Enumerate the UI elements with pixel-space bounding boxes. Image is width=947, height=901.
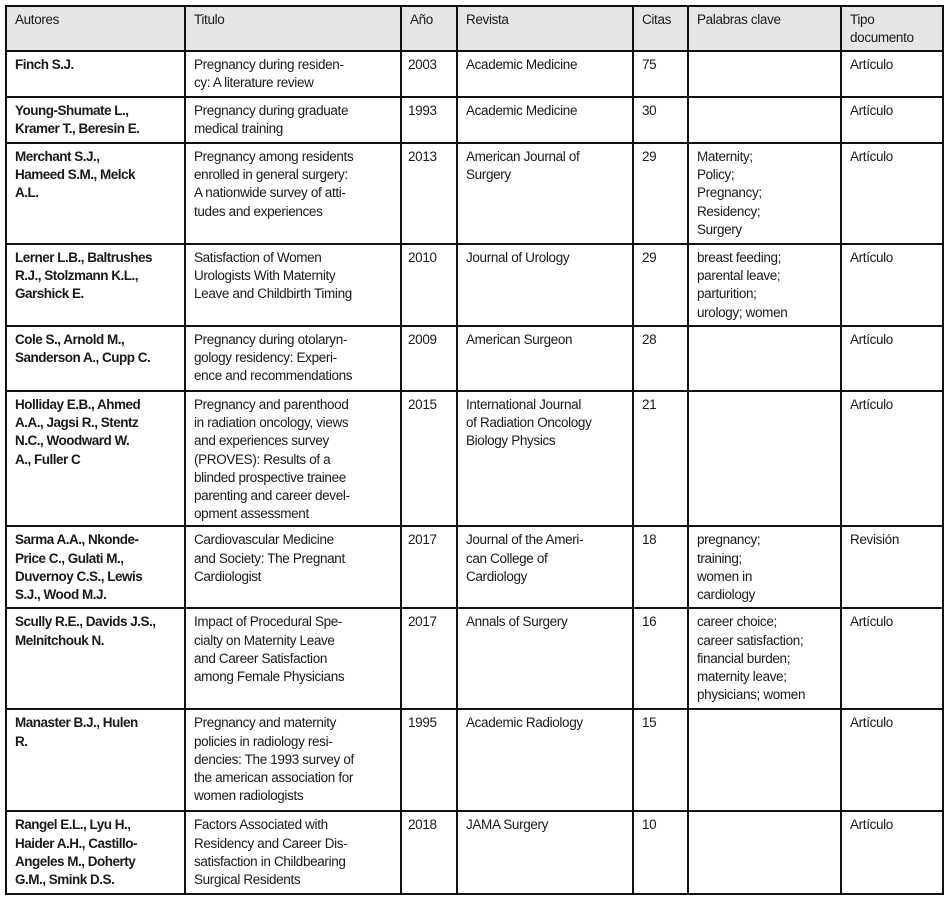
year-cell [401,811,457,894]
journal-line: Journal of the Ameri- [466,532,584,548]
keywords-line: pregnancy; [697,532,761,548]
authors-line: Merchant S.J., [15,149,100,164]
keywords-line: career choice; [697,614,777,630]
title-line: Pregnancy during otolaryn- [194,332,347,347]
title-cell [185,51,401,97]
title-cell [185,391,401,526]
journal-cell [457,97,633,143]
citations-cell [633,244,688,326]
document-type-cell [841,608,943,709]
title-line: Residency and Career Dis- [194,835,348,851]
authors-line: Sarma A.A., Nkonde- [15,532,139,548]
title-line: dencies: The 1993 survey of [194,751,354,767]
authors-line: Duvernoy C.S., Lewis [15,568,143,584]
citations-value: 15 [642,715,657,731]
year-value: 1993 [408,103,437,118]
authors-line: Sanderson A., Cupp C. [15,350,151,366]
journal-cell [457,391,633,526]
title-cell [185,526,401,608]
title-line: medical training [194,121,283,137]
keywords-line: physicians; women [697,687,806,703]
authors-line: Price C., Gulati M., [15,550,124,566]
table-row [6,51,943,97]
journal-cell [457,811,633,894]
document-type-cell [841,326,943,391]
keywords-cell [688,97,841,143]
type-value: Artículo [850,332,893,347]
citations-cell [633,326,688,391]
authors-line: Garshick E. [15,286,84,302]
authors-cell [6,709,185,811]
year-value: 2017 [408,532,437,548]
keywords-cell [688,143,841,244]
year-cell [401,326,457,391]
authors-line: Cole S., Arnold M., [15,332,125,347]
document-type-cell [841,143,943,244]
journal-line: Annals of Surgery [466,614,568,630]
table-row [6,143,943,244]
table-row [6,709,943,811]
title-line: among Female Physicians [194,669,345,685]
citations-value: 29 [642,250,657,265]
table-row [6,608,943,709]
table-header-row [6,6,943,51]
title-line: policies in radiology resi- [194,733,333,749]
column-header-label: Palabras clave [697,12,781,27]
title-line: enrolled in general surgery: [194,167,348,183]
title-line: Satisfaction of Women [194,250,322,265]
year-value: 2015 [408,397,437,412]
column-header-keywords [688,6,841,51]
title-line: cialty on Maternity Leave [194,632,335,648]
type-value: Revisión [850,532,899,548]
authors-line: Rangel E.L., Lyu H., [15,817,131,833]
authors-cell [6,811,185,894]
authors-cell [6,97,185,143]
table-body [6,51,943,894]
column-header-document-type [841,6,943,51]
keywords-line: urology; women [697,304,788,320]
citations-cell [633,51,688,97]
keywords-line: Maternity; [697,149,753,164]
authors-line: A.A., Jagsi R., Stentz [15,415,139,431]
citations-value: 30 [642,103,657,118]
column-header-label: Titulo [194,12,225,27]
type-value: Artículo [850,57,893,72]
citations-cell [633,709,688,811]
keywords-line: Policy; [697,167,735,183]
journal-cell [457,608,633,709]
title-line: blinded prospective trainee [194,469,346,485]
title-line: Pregnancy among residents [194,149,354,164]
authors-line: Young-Shumate L., [15,103,129,118]
title-cell [185,326,401,391]
citations-value: 10 [642,817,657,833]
year-value: 2018 [408,817,437,833]
keywords-cell [688,391,841,526]
authors-cell [6,608,185,709]
authors-line: Kramer T., Beresin E. [15,121,140,137]
title-cell [185,143,401,244]
authors-line: Haider A.H., Castillo- [15,835,138,851]
title-line: Cardiovascular Medicine [194,532,334,548]
title-line: Pregnancy during graduate [194,103,349,118]
keywords-cell [688,526,841,608]
document-type-cell [841,709,943,811]
title-line: satisfaction in Childbearing [194,853,346,869]
bibliography-table [5,5,944,895]
year-cell [401,244,457,326]
column-header-journal [457,6,633,51]
journal-line: Academic Medicine [466,103,578,118]
authors-cell [6,391,185,526]
journal-line: Academic Medicine [466,57,578,72]
keywords-cell [688,811,841,894]
journal-cell [457,526,633,608]
table-row [6,326,943,391]
authors-line: S.J., Wood M.J. [15,587,107,603]
authors-line: Melnitchouk N. [15,632,105,648]
column-header-label: Revista [466,12,509,27]
title-line: Impact of Procedural Spe- [194,614,343,630]
citations-value: 29 [642,149,657,164]
year-cell [401,709,457,811]
column-header-label: Tipo [850,12,875,27]
column-header-title [185,6,401,51]
title-line: in radiation oncology, views [194,415,349,431]
citations-cell [633,143,688,244]
title-cell [185,97,401,143]
column-header-label: documento [850,30,914,46]
title-line: parenting and career devel- [194,488,350,504]
authors-line: Hameed S.M., Melck [15,167,136,183]
table-row [6,244,943,326]
year-value: 2009 [408,332,437,347]
authors-cell [6,51,185,97]
year-value: 2003 [408,57,437,72]
title-cell [185,244,401,326]
keywords-cell [688,326,841,391]
document-type-cell [841,811,943,894]
authors-line: Finch S.J. [15,57,74,72]
keywords-cell [688,608,841,709]
citations-cell [633,811,688,894]
authors-line: N.C., Woodward W. [15,433,130,449]
title-line: and experiences survey [194,433,329,449]
citations-cell [633,391,688,526]
type-value: Artículo [850,250,893,265]
authors-line: R. [15,733,28,749]
keywords-cell [688,244,841,326]
document-type-cell [841,51,943,97]
type-value: Artículo [850,614,893,630]
authors-cell [6,244,185,326]
year-cell [401,526,457,608]
keywords-line: Pregnancy; [697,185,762,201]
title-line: Surgical Residents [194,872,301,888]
type-value: Artículo [850,715,893,731]
authors-line: G.M., Smink D.S. [15,872,115,888]
authors-line: Lerner L.B., Baltrushes [15,250,153,265]
journal-cell [457,51,633,97]
year-value: 1995 [408,715,437,731]
keywords-line: cardiology [697,587,756,603]
title-line: Pregnancy and maternity [194,715,337,731]
document-type-cell [841,97,943,143]
authors-cell [6,326,185,391]
journal-line: Cardiology [466,568,528,584]
year-value: 2017 [408,614,437,630]
keywords-line: parental leave; [697,268,781,284]
title-line: Pregnancy and parenthood [194,397,349,412]
authors-line: A., Fuller C [15,451,81,467]
journal-line: International Journal [466,397,581,412]
title-line: and Society: The Pregnant [194,550,345,566]
title-line: tudes and experiences [194,203,323,219]
keywords-line: financial burden; [697,650,791,666]
authors-line: R.J., Stolzmann K.L., [15,268,139,284]
authors-line: Manaster B.J., Hulen [15,715,138,731]
type-value: Artículo [850,397,893,412]
citations-value: 28 [642,332,657,347]
keywords-line: career satisfaction; [697,632,804,648]
year-cell [401,608,457,709]
journal-line: Journal of Urology [466,250,570,265]
column-header-citations [633,6,688,51]
title-line: Urologists With Maternity [194,268,336,284]
keywords-line: Surgery [697,221,742,237]
authors-cell [6,143,185,244]
keywords-cell [688,709,841,811]
year-cell [401,97,457,143]
citations-value: 16 [642,614,657,630]
type-value: Artículo [850,149,893,164]
keywords-line: Residency; [697,203,761,219]
keywords-line: breast feeding; [697,250,782,265]
title-line: Cardiologist [194,568,262,584]
citations-value: 75 [642,57,657,72]
type-value: Artículo [850,817,893,833]
journal-line: JAMA Surgery [466,817,549,833]
journal-cell [457,244,633,326]
table-row [6,526,943,608]
document-type-cell [841,244,943,326]
title-line: women radiologists [194,788,304,804]
citations-value: 21 [642,397,657,412]
authors-line: Scully R.E., Davids J.S., [15,614,156,630]
keywords-line: maternity leave; [697,669,787,685]
title-line: Factors Associated with [194,817,328,833]
citations-cell [633,608,688,709]
title-line: opment assessment [194,506,309,522]
table-row [6,811,943,894]
keywords-line: parturition; [697,286,757,302]
journal-line: of Radiation Oncology [466,415,592,431]
keywords-cell [688,51,841,97]
column-header-year [401,6,457,51]
title-line: the american association for [194,770,354,786]
year-cell [401,143,457,244]
title-cell [185,608,401,709]
citations-cell [633,526,688,608]
year-value: 2010 [408,250,437,265]
journal-line: can College of [466,550,548,566]
title-line: (PROVES): Results of a [194,451,331,467]
journal-cell [457,143,633,244]
authors-line: Angeles M., Doherty [15,853,136,869]
title-line: cy: A literature review [194,75,314,91]
authors-line: Holliday E.B., Ahmed [15,397,141,412]
journal-line: Biology Physics [466,433,556,449]
title-line: ence and recommendations [194,368,353,384]
citations-value: 18 [642,532,657,548]
title-line: Pregnancy during residen- [194,57,344,72]
title-line: A nationwide survey of atti- [194,185,346,201]
citations-cell [633,97,688,143]
column-header-label: Año [410,12,433,27]
table-row [6,97,943,143]
keywords-line: training; [697,550,742,566]
column-header-authors [6,6,185,51]
column-header-label: Autores [15,12,60,27]
authors-cell [6,526,185,608]
title-cell [185,709,401,811]
journal-cell [457,709,633,811]
column-header-label: Citas [642,12,672,27]
keywords-line: women in [697,568,752,584]
table-row [6,391,943,526]
document-type-cell [841,526,943,608]
title-line: gology residency: Experi- [194,350,337,366]
journal-line: American Journal of [466,149,580,164]
year-value: 2013 [408,149,437,164]
title-line: Leave and Childbirth Timing [194,286,352,302]
year-cell [401,391,457,526]
title-line: and Career Satisfaction [194,650,328,666]
document-type-cell [841,391,943,526]
authors-line: A.L. [15,185,39,201]
journal-line: American Surgeon [466,332,573,347]
journal-line: Surgery [466,167,511,183]
title-cell [185,811,401,894]
year-cell [401,51,457,97]
type-value: Artículo [850,103,893,118]
journal-cell [457,326,633,391]
journal-line: Academic Radiology [466,715,583,731]
